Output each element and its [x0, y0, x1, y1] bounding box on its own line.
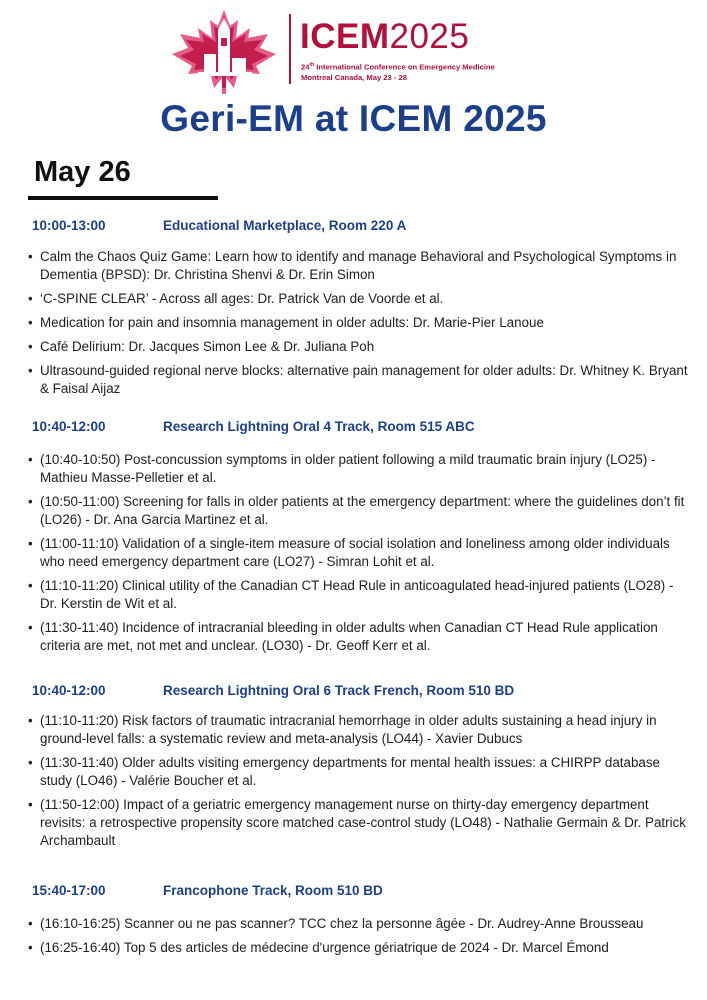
session-list: [0, 915, 707, 963]
list-item: • Calm the Chaos Quiz Game: Learn how to identify and manage Behavioral and Psychological Symptoms in Dementia (BPSD): Dr. Christina Shenvi & Dr. Erin Simon: [0, 248, 707, 284]
section-time: 10:40-12:00: [32, 419, 106, 434]
section-title: Research Lightning Oral 4 Track, Room 515 ABC: [163, 419, 475, 434]
list-item: • (11:00-11:10) Validation of a single-item measure of social isolation and loneliness among older individuals who need emergency department care (LO27) - Simran Lohit et al.: [0, 535, 707, 571]
conference-name: ICEM2025: [300, 17, 470, 56]
list-item: • (16:25-16:40) Top 5 des articles de médecine d'urgence gériatrique de 2024 - Dr. Marcel Émond: [0, 939, 707, 957]
list-item: • (11:10-11:20) Clinical utility of the Canadian CT Head Rule in anticoagulated head-injured patients (LO28) - Dr. Kerstin de Wit et al.: [0, 577, 707, 613]
maple-leaf-logo-icon: [168, 8, 280, 94]
session-list: [0, 712, 707, 856]
list-item: • (11:50-12:00) Impact of a geriatric emergency management nurse on thirty-day emergency department revisits: a retrospective propensity score matched case-control study (LO48) - Nathalie Germain & Dr. Patrick Archambault: [0, 796, 707, 850]
list-item: • (11:10-11:20) Risk factors of traumatic intracranial hemorrhage in older adults sustaining a head injury in ground-level falls: a systematic review and meta-analysis (LO44) - Xavier Dubucs: [0, 712, 707, 748]
list-item: • (10:40-10:50) Post-concussion symptoms in older patient following a mild traumatic brain injury (LO25) - Mathieu Masse-Pelletier et al.: [0, 451, 707, 487]
page-title: Geri-EM at ICEM 2025: [160, 98, 547, 139]
list-item: • Ultrasound-guided regional nerve blocks: alternative pain management for older adults: Dr. Whitney K. Bryant & Faisal Aijaz: [0, 362, 707, 398]
list-item: • Medication for pain and insomnia management in older adults: Dr. Marie-Pier Lanoue: [0, 314, 707, 332]
list-item: • (10:50-11:00) Screening for falls in older patients at the emergency department: where the guidelines don’t fit (LO26) - Dr. Ana Garcia Martinez et al.: [0, 493, 707, 529]
section-title: Research Lightning Oral 6 Track French, Room 510 BD: [163, 683, 515, 698]
list-item: • (11:30-11:40) Incidence of intracranial bleeding in older adults when Canadian CT Head Rule application criteria are met, not met and unclear. (LO30) - Dr. Geoff Kerr et al.: [0, 619, 707, 655]
section-time: 10:40-12:00: [32, 683, 106, 698]
conference-subtitle: 24th International Conference on Emergency Medicine Montreal Canada, May 23 - 28: [301, 62, 495, 82]
session-list: [0, 248, 707, 404]
session-list: [0, 451, 707, 661]
date-heading: May 26: [34, 156, 131, 188]
section-time: 10:00-13:00: [32, 218, 106, 233]
list-item: • ‘C-SPINE CLEAR’ - Across all ages: Dr. Patrick Van de Voorde et al.: [0, 290, 707, 308]
list-item: • (16:10-16:25) Scanner ou ne pas scanner? TCC chez la personne âgée - Dr. Audrey-Anne Brousseau: [0, 915, 707, 933]
conference-location: Montreal Canada, May 23 - 28: [301, 72, 407, 82]
section-title: Francophone Track, Room 510 BD: [163, 883, 383, 898]
section-title: Educational Marketplace, Room 220 A: [163, 218, 407, 233]
page-header: [0, 0, 707, 98]
date-underline: [28, 196, 218, 200]
list-item: • (11:30-11:40) Older adults visiting emergency departments for mental health issues: a CHIRPP database study (LO46) - Valérie Boucher et al.: [0, 754, 707, 790]
section-time: 15:40-17:00: [32, 883, 106, 898]
list-item: • Café Delirium: Dr. Jacques Simon Lee & Dr. Juliana Poh: [0, 338, 707, 356]
logo-divider: [289, 14, 291, 84]
